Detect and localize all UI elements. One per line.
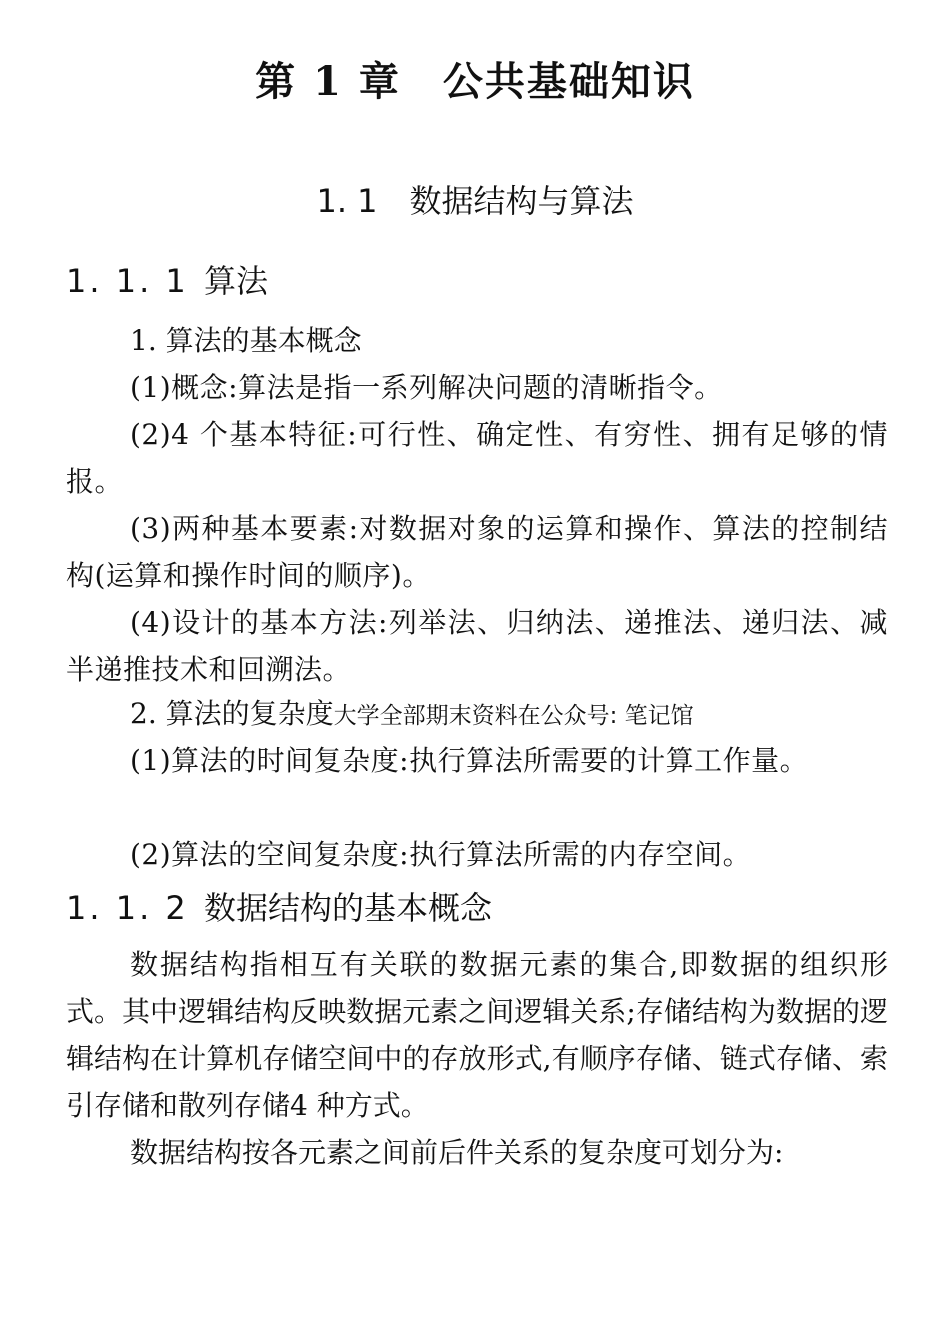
algorithm-concept-heading: 1. 算法的基本概念 [130, 324, 362, 357]
subsection-title: 算法 [204, 262, 269, 300]
algorithm-item-1: (1)概念:算法是指一系列解决问题的清晰指令。 [130, 371, 723, 404]
subsection-title: 数据结构的基本概念 [204, 889, 493, 927]
algorithm-complexity-heading [66, 690, 888, 740]
subsection-number: 1. 1. 2 [66, 889, 189, 927]
subsection-heading-algorithm [66, 258, 268, 304]
complexity-item-1: (1)算法的时间复杂度:执行算法所需要的计算工作量。 [130, 744, 809, 777]
algorithm-item-3: (3)两种基本要素:对数据对象的运算和操作、算法的控制结构(运算和操作时间的顺序)。 [66, 512, 888, 592]
data-structure-paragraph-1: 数据结构指相互有关联的数据元素的集合,即数据的组织形式。其中逻辑结构反映数据元素之间逻辑关系;存储结构为数据的逻辑结构在计算机存储空间中的存放形式,有顺序存储、链式存储、索引存储和散列存储4 种方式。 [66, 948, 888, 1122]
complexity-item-2: (2)算法的空间复杂度:执行算法所需的内存空间。 [130, 838, 752, 871]
subsection-heading-data-structure [66, 885, 492, 931]
watermark-note: 大学全部期末资料在公众号: 笔记馆 [333, 703, 694, 729]
section-title: 1. 1 数据结构与算法 [316, 182, 634, 220]
subsection-number: 1. 1. 1 [66, 262, 189, 300]
algorithm-item-4: (4)设计的基本方法:列举法、归纳法、递推法、递归法、减半递推技术和回溯法。 [66, 606, 888, 686]
algorithm-item-2: (2)4 个基本特征:可行性、确定性、有穷性、拥有足够的情报。 [66, 418, 888, 498]
chapter-title: 第 1 章 公共基础知识 [255, 58, 695, 105]
data-structure-paragraph-2: 数据结构按各元素之间前后件关系的复杂度可划分为: [130, 1136, 784, 1169]
complexity-heading-text: 2. 算法的复杂度 [130, 697, 334, 730]
